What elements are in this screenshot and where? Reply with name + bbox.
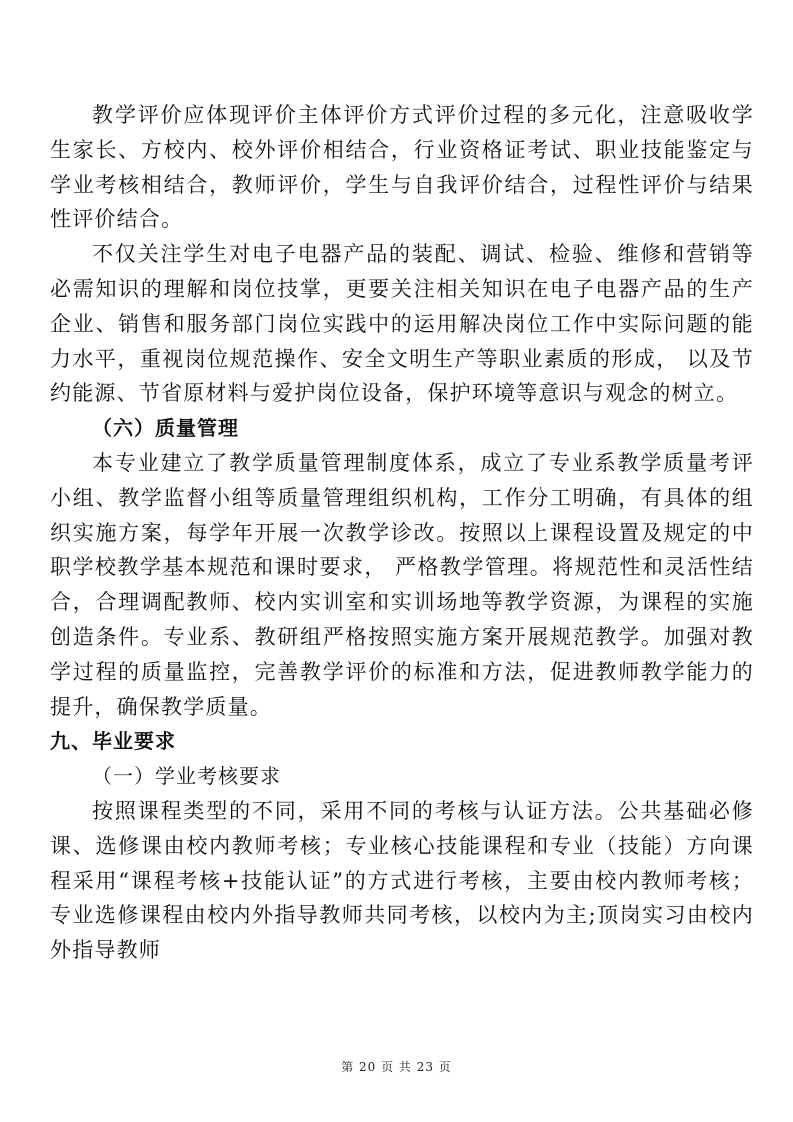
paragraph-evaluation-diversity: 教学评价应体现评价主体评价方式评价过程的多元化，注意吸收学生家长、方校内、校外评价相结合，行业资格证考试、职业技能鉴定与学业考核相结合，教师评价，学生与自我评价结合，过程性评价与结果性评价结合。: [50, 103, 754, 232]
subsection-heading-academic-assessment: （一）学业考核要求: [92, 764, 281, 789]
paragraph-quality-management: 本专业建立了教学质量管理制度体系，成立了专业系教学质量考评小组、教学监督小组等质量管理组织机构，工作分工明确，有具体的组织实施方案，每学年开展一次教学诊改。按照以上课程设置及规定的中职学校教学基本规范和课时要求， 严格教学管理。将规范性和灵活性结合，合理调配教师、校内实训室和实训场地等教学资源，为课程的实施创造条件。专业系、教研组严格按照实施方案开展规范教学。加强对教学过程的质量监控，完善教学评价的标准和方法，促进教师教学能力的提升，确保教学质量。: [50, 450, 754, 719]
paragraph-evaluation-focus: 不仅关注学生对电子电器产品的装配、调试、检验、维修和营销等必需知识的理解和岗位技掌，更要关注相关知识在电子电器产品的生产企业、销售和服务部门岗位实践中的运用解决岗位工作中实际问题的能力水平，重视岗位规范操作、安全文明生产等职业素质的形成， 以及节约能源、节省原材料与爱护岗位设备，保护环境等意识与观念的树立。: [50, 242, 754, 406]
document-body: [50, 98, 754, 968]
chapter-heading-graduation-requirements: 九、毕业要求: [50, 729, 176, 754]
section-heading-quality-management: （六）质量管理: [92, 416, 239, 441]
paragraph-assessment-methods: 按照课程类型的不同，采用不同的考核与认证方法。公共基础必修课、选修课由校内教师考核；专业核心技能课程和专业（技能）方向课程采用“课程考核+技能认证”的方式进行考核，主要由校内教师考核；专业选修课程由校内外指导教师共同考核，以校内为主;顶岗实习由校内外指导教师: [50, 798, 754, 963]
page-number-footer: 第 20 页 共 23 页: [341, 1060, 452, 1074]
